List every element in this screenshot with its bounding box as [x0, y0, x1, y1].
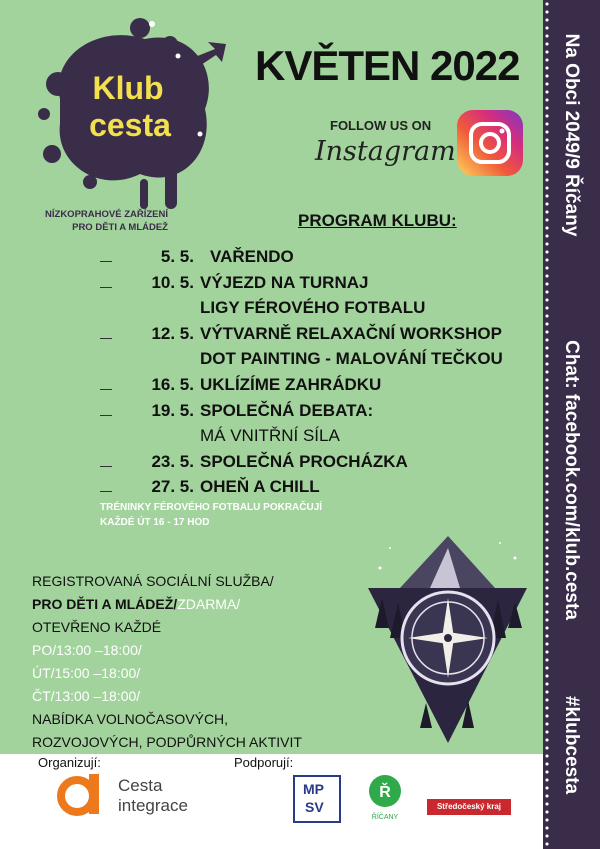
program-item-continued: MÁ VNITŘNÍ SÍLA	[200, 426, 340, 445]
hours-monday: PO/13:00 –18:00/	[32, 642, 142, 658]
item-text: UKLÍZÍME ZAHRÁDKU	[200, 375, 382, 394]
program-item	[100, 452, 408, 472]
training-note	[100, 500, 322, 530]
info-line	[32, 593, 302, 616]
item-date: 23. 5.	[151, 452, 194, 471]
training-line2: KAŽDÉ ÚT 16 - 17 HOD	[100, 517, 210, 528]
item-text: OHEŇ A CHILL	[200, 477, 320, 496]
instagram-icon[interactable]	[455, 108, 525, 178]
info-line: ROZVOJOVÝCH, PODPŮRNÝCH AKTIVIT	[32, 734, 302, 750]
mpsv-text-top: MP	[303, 781, 324, 797]
item-text: VÝJEZD NA TURNAJ	[200, 273, 369, 292]
supporters-label: Podporují:	[234, 755, 294, 770]
info-audience: PRO DĚTI A MLÁDEŽ/	[32, 596, 178, 612]
mpsv-text-bottom: SV	[305, 799, 324, 815]
item-date: 27. 5.	[151, 477, 194, 496]
program-item	[100, 375, 382, 395]
item-date: 19. 5.	[151, 401, 194, 420]
follow-label: FOLLOW US ON	[330, 118, 432, 133]
item-date: 16. 5.	[151, 375, 194, 394]
compass-illustration	[360, 528, 535, 753]
program-item	[100, 247, 294, 267]
logo-subtitle	[40, 208, 168, 234]
cesta-integrace-name	[118, 776, 188, 816]
program-title: PROGRAM KLUBU:	[298, 211, 457, 230]
program-item	[100, 401, 374, 421]
sidebar-hashtag: #klubcesta	[561, 695, 582, 795]
ricany-label: ŘÍČANY	[371, 814, 399, 821]
hours-thursday: ČT/13:00 –18:00/	[32, 688, 141, 704]
item-text: VÝTVARNĚ RELAXAČNÍ WORKSHOP	[200, 324, 502, 343]
logo-text-klub: Klub	[92, 70, 164, 106]
program-item	[100, 273, 369, 293]
item-date: 12. 5.	[151, 324, 194, 343]
mpsv-logo	[293, 775, 341, 823]
instagram-wordmark[interactable]: Instagram	[315, 136, 456, 167]
program-item	[100, 324, 502, 344]
ricany-logo	[365, 773, 405, 823]
organizers-label: Organizují:	[38, 755, 101, 770]
logo-subtitle-line2: PRO DĚTI A MLÁDEŽ	[72, 222, 168, 233]
item-text: SPOLEČNÁ PROCHÁZKA	[200, 452, 408, 471]
info-line: REGISTROVANÁ SOCIÁLNÍ SLUŽBA/	[32, 573, 274, 589]
item-date: 10. 5.	[151, 273, 194, 292]
sidebar-chat-link[interactable]: Chat: facebook.com/klub.cesta	[561, 340, 582, 620]
service-info	[32, 570, 302, 754]
logo-subtitle-line1: NÍZKOPRAHOVÉ ZAŘÍZENÍ	[45, 209, 168, 220]
program-item-continued: DOT PAINTING - MALOVÁNÍ TEČKOU	[200, 349, 503, 368]
klub-cesta-logo	[30, 14, 230, 214]
sidebar-address: Na Obci 2049/9 Říčany	[561, 33, 582, 237]
cesta-line1: Cesta	[118, 776, 163, 795]
item-text: VAŘENDO	[210, 247, 294, 266]
item-text: SPOLEČNÁ DEBATA:	[200, 401, 374, 420]
spiral-binding	[543, 0, 551, 849]
page-title: KVĚTEN 2022	[255, 42, 520, 89]
cesta-line2: integrace	[118, 796, 188, 815]
stredocesky-kraj-logo: Středočeský kraj	[427, 799, 511, 815]
cesta-integrace-logo	[55, 770, 110, 820]
info-free: ZDARMA/	[177, 596, 241, 612]
program-item-continued: LIGY FÉROVÉHO FOTBALU	[200, 298, 426, 317]
info-line: OTEVŘENO KAŽDÉ	[32, 619, 162, 635]
program-item	[100, 477, 320, 497]
item-date: 5. 5.	[160, 247, 194, 266]
hours-tuesday: ÚT/15:00 –18:00/	[32, 665, 141, 681]
logo-text-cesta: cesta	[89, 107, 171, 143]
training-line1: TRÉNINKY FÉROVÉHO FOTBALU POKRAČUJÍ	[100, 502, 323, 513]
svg-text:Ř: Ř	[379, 784, 391, 801]
info-line: NABÍDKA VOLNOČASOVÝCH,	[32, 711, 229, 727]
